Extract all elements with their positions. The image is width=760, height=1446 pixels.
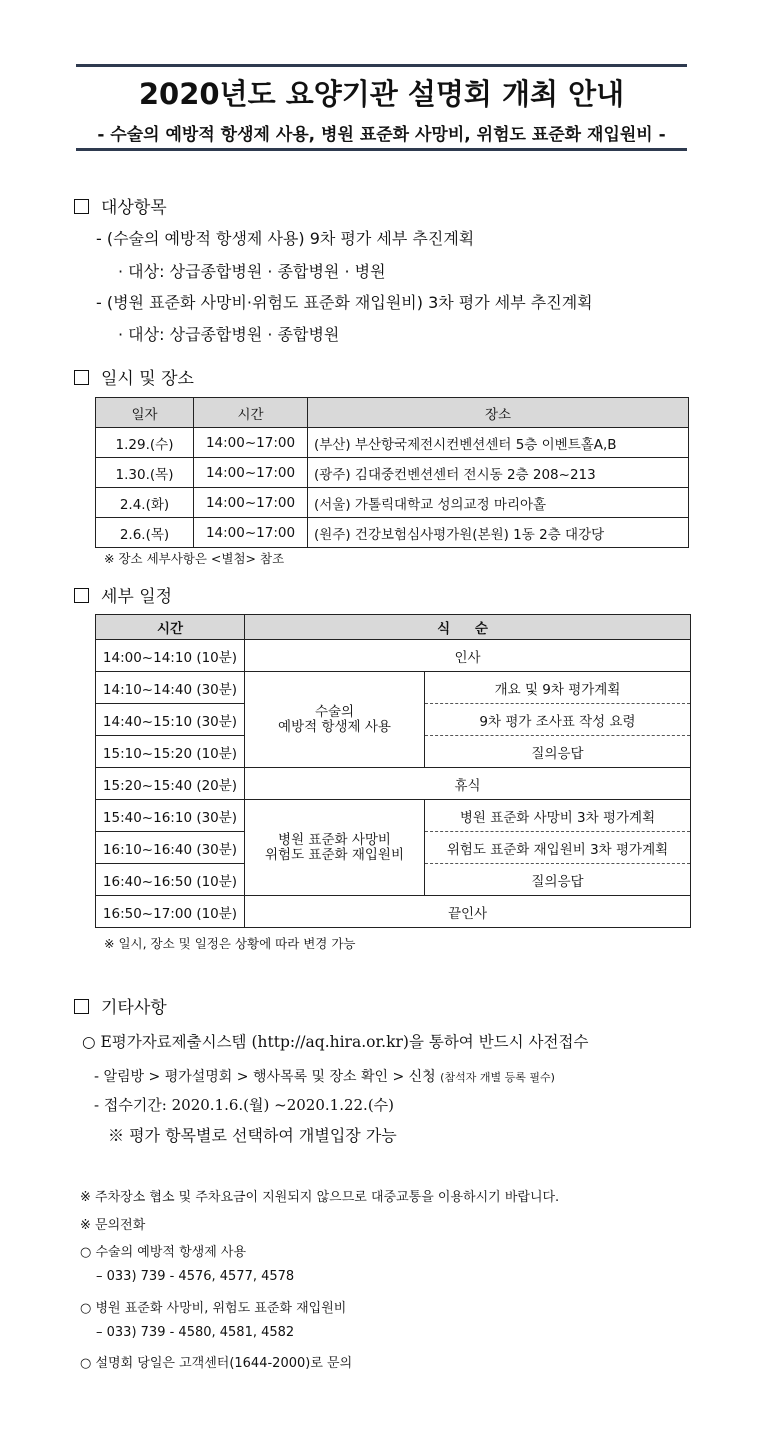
- time-cell: 14:00~14:10 (10분): [96, 640, 245, 672]
- header-top-rule: [76, 64, 687, 67]
- place-cell: (원주) 건강보험심사평가원(본원) 1동 2층 대강당: [308, 518, 689, 548]
- table-row: [96, 458, 689, 488]
- time-cell: 15:10~15:20 (10분): [96, 736, 245, 768]
- square-bullet-icon: [74, 588, 89, 603]
- table-row: [96, 518, 689, 548]
- contact-title: ※ 문의전화: [80, 1218, 146, 1233]
- break-cell: 휴식: [245, 768, 691, 800]
- table-row: [96, 896, 691, 928]
- registration-line: ○ E평가자료제출시스템 (http://aq.hira.or.kr)을 통하여 반드시 사전접수: [82, 1033, 589, 1051]
- section-heading-text: 기타사항: [101, 998, 167, 1018]
- section-targets-heading: [74, 193, 167, 218]
- section-program-heading: [74, 582, 172, 607]
- contact1-phone: – 033) 739 - 4576, 4577, 4578: [96, 1269, 295, 1284]
- contact3: ○ 설명회 당일은 고객센터(1644-2000)로 문의: [80, 1356, 353, 1371]
- col-order-header: 식 순: [245, 615, 691, 640]
- schedule-note: ※ 장소 세부사항은 <별첨> 참조: [104, 551, 285, 566]
- registration-path-text: - 알림방 > 평가설명회 > 행사목록 및 장소 확인 > 신청: [94, 1069, 436, 1085]
- time-cell: 16:40~16:50 (10분): [96, 864, 245, 896]
- square-bullet-icon: [74, 199, 89, 214]
- place-cell: (광주) 김대중컨벤션센터 전시동 2층 208~213: [308, 458, 689, 488]
- group2-item-cell: 병원 표준화 사망비 3차 평가계획: [425, 800, 691, 832]
- col-time-header: 시간: [96, 615, 245, 640]
- program-note: ※ 일시, 장소 및 일정은 상황에 따라 변경 가능: [104, 936, 356, 951]
- section-misc-heading: [74, 993, 167, 1018]
- contact2-phone: – 033) 739 - 4580, 4581, 4582: [96, 1325, 295, 1340]
- date-cell: 2.6.(목): [96, 518, 194, 548]
- col-time-header: 시간: [194, 398, 308, 428]
- square-bullet-icon: [74, 370, 89, 385]
- table-row: [96, 640, 691, 672]
- contact1-title: ○ 수술의 예방적 항생제 사용: [80, 1245, 247, 1260]
- group1-item-cell: 개요 및 9차 평가계획: [425, 672, 691, 704]
- table-header-row: [96, 398, 689, 428]
- time-cell: 14:00~17:00: [194, 488, 308, 518]
- time-cell: 14:10~14:40 (30분): [96, 672, 245, 704]
- registration-path: [94, 1066, 555, 1086]
- col-date-header: 일자: [96, 398, 194, 428]
- time-cell: 16:10~16:40 (30분): [96, 832, 245, 864]
- col-place-header: 장소: [308, 398, 689, 428]
- table-header-row: [96, 615, 691, 640]
- schedule-table: [95, 397, 689, 548]
- time-cell: 15:20~15:40 (20분): [96, 768, 245, 800]
- section-heading-text: 대상항목: [101, 198, 167, 218]
- closing-cell: 끝인사: [245, 896, 691, 928]
- registration-path-note: (참석자 개별 등록 필수): [440, 1071, 555, 1084]
- registration-period: - 접수기간: 2020.1.6.(월) ~2020.1.22.(수): [94, 1096, 395, 1114]
- date-cell: 1.30.(목): [96, 458, 194, 488]
- table-row: [96, 488, 689, 518]
- contact2-title: ○ 병원 표준화 사망비, 위험도 표준화 재입원비: [80, 1301, 347, 1316]
- group2-title-cell: [245, 800, 425, 896]
- table-row: [96, 768, 691, 800]
- entry-note: ※ 평가 항목별로 선택하여 개별입장 가능: [108, 1126, 397, 1145]
- program-table: [95, 614, 691, 928]
- group2-item-cell: 위험도 표준화 재입원비 3차 평가계획: [425, 832, 691, 864]
- group2-title-line1: 병원 표준화 사망비: [278, 831, 391, 848]
- target-item-2: - (병원 표준화 사망비·위험도 표준화 재입원비) 3차 평가 세부 추진계획: [96, 293, 593, 312]
- page-title: 2020년도 요양기관 설명회 개최 안내: [138, 77, 625, 111]
- time-cell: 14:00~17:00: [194, 428, 308, 458]
- target-item-1: - (수술의 예방적 항생제 사용) 9차 평가 세부 추진계획: [96, 229, 475, 248]
- time-cell: 16:50~17:00 (10분): [96, 896, 245, 928]
- section-heading-text: 세부 일정: [101, 587, 173, 607]
- header-bottom-rule: [76, 148, 687, 151]
- square-bullet-icon: [74, 999, 89, 1014]
- time-cell: 14:00~17:00: [194, 458, 308, 488]
- group1-title-line2: 예방적 항생제 사용: [278, 718, 391, 735]
- greeting-cell: 인사: [245, 640, 691, 672]
- section-schedule-heading: [74, 364, 194, 389]
- group2-title-line2: 위험도 표준화 재입원비: [265, 846, 404, 863]
- table-row: [96, 672, 691, 704]
- date-cell: 1.29.(수): [96, 428, 194, 458]
- target-item-2-scope: · 대상: 상급종합병원 · 종합병원: [118, 325, 340, 344]
- table-row: [96, 800, 691, 832]
- group1-item-cell: 9차 평가 조사표 작성 요령: [425, 704, 691, 736]
- place-cell: (서울) 가톨릭대학교 성의교정 마리아홀: [308, 488, 689, 518]
- parking-note: ※ 주차장소 협소 및 주차요금이 지원되지 않으므로 대중교통을 이용하시기 바랍니다.: [80, 1190, 560, 1205]
- section-heading-text: 일시 및 장소: [101, 369, 194, 389]
- time-cell: 14:40~15:10 (30분): [96, 704, 245, 736]
- group1-title-line1: 수술의: [314, 703, 355, 720]
- date-cell: 2.4.(화): [96, 488, 194, 518]
- time-cell: 15:40~16:10 (30분): [96, 800, 245, 832]
- page-subtitle: - 수술의 예방적 항생제 사용, 병원 표준화 사망비, 위험도 표준화 재입원비 -: [97, 125, 666, 145]
- group1-title-cell: [245, 672, 425, 768]
- table-row: [96, 428, 689, 458]
- place-cell: (부산) 부산항국제전시컨벤션센터 5층 이벤트홀A,B: [308, 428, 689, 458]
- time-cell: 14:00~17:00: [194, 518, 308, 548]
- group2-item-cell: 질의응답: [425, 864, 691, 896]
- group1-item-cell: 질의응답: [425, 736, 691, 768]
- target-item-1-scope: · 대상: 상급종합병원 · 종합병원 · 병원: [118, 262, 386, 281]
